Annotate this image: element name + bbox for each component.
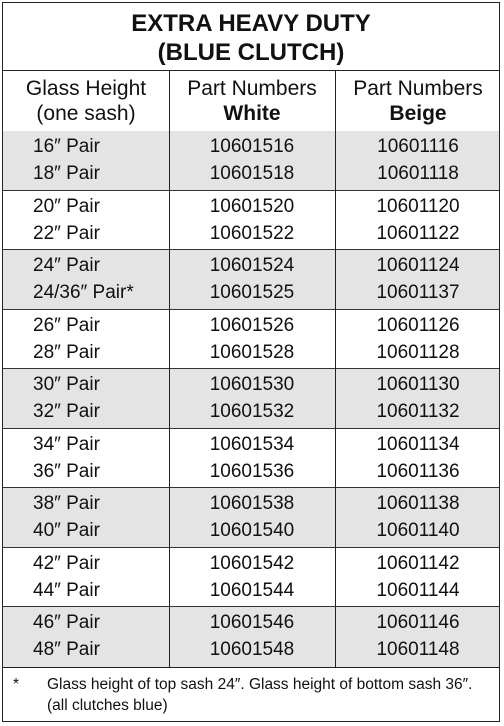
- table-row: [3, 371, 499, 398]
- header-glass-height: [3, 71, 169, 131]
- white-part-number-cell: 10601544: [209, 579, 295, 601]
- glass-height-cell: 44″ Pair: [33, 579, 100, 601]
- glass-height-cell: 36″ Pair: [33, 460, 100, 482]
- table-row: [3, 252, 499, 279]
- footnote-text: Glass height of top sash 24″. Glass height of bottom sash 36″. (all clutches blue): [47, 676, 473, 714]
- header-white: [169, 71, 335, 131]
- white-part-number-cell: 10601538: [209, 493, 295, 514]
- header-white-line1: Part Numbers: [187, 77, 317, 100]
- row-group: [3, 250, 499, 310]
- footnote-marker: *: [13, 676, 20, 693]
- glass-height-cell: 24/36″ Pair*: [33, 282, 134, 303]
- header-beige-line2: Beige: [389, 102, 447, 125]
- beige-part-number-cell: 10601146: [376, 612, 460, 633]
- header-beige: [335, 71, 501, 131]
- beige-part-number-cell: 10601142: [376, 552, 460, 574]
- parts-table: [2, 2, 500, 722]
- table-row: [3, 279, 499, 306]
- beige-part-number-cell: 10601126: [376, 314, 460, 336]
- glass-height-cell: 20″ Pair: [33, 195, 100, 217]
- table-row: [3, 609, 499, 636]
- white-part-number-cell: 10601516: [209, 136, 295, 157]
- beige-part-number-cell: 10601132: [376, 401, 460, 422]
- row-group: [3, 607, 499, 667]
- glass-height-cell: 16″ Pair: [33, 136, 100, 157]
- beige-part-number-cell: 10601116: [377, 136, 459, 157]
- table-row: [3, 193, 499, 220]
- glass-height-cell: 22″ Pair: [33, 222, 100, 244]
- row-group: [3, 488, 499, 548]
- glass-height-cell: 30″ Pair: [33, 374, 100, 395]
- header-white-line2: White: [223, 102, 281, 125]
- beige-part-number-cell: 10601137: [376, 282, 460, 303]
- glass-height-cell: 28″ Pair: [33, 341, 100, 363]
- header-beige-line1: Part Numbers: [353, 77, 483, 100]
- header-glass-height-line2: (one sash): [36, 102, 136, 125]
- beige-part-number-cell: 10601140: [376, 520, 460, 541]
- white-part-number-cell: 10601534: [209, 433, 295, 455]
- glass-height-cell: 32″ Pair: [33, 401, 100, 422]
- row-group: [3, 369, 499, 429]
- white-part-number-cell: 10601526: [209, 314, 295, 336]
- beige-part-number-cell: 10601136: [376, 460, 460, 482]
- table-row: [3, 133, 499, 160]
- table-row: [3, 220, 499, 247]
- title-line-2: (BLUE CLUTCH): [157, 39, 345, 66]
- white-part-number-cell: 10601518: [209, 163, 295, 184]
- table-row: [3, 636, 499, 663]
- white-part-number-cell: 10601528: [209, 341, 295, 363]
- column-divider-1: [169, 71, 170, 667]
- title-line-1: EXTRA HEAVY DUTY: [131, 10, 371, 37]
- white-part-number-cell: 10601540: [209, 520, 295, 541]
- glass-height-cell: 42″ Pair: [33, 552, 100, 574]
- beige-part-number-cell: 10601122: [376, 222, 460, 244]
- white-part-number-cell: 10601546: [209, 612, 295, 633]
- white-part-number-cell: 10601520: [209, 195, 295, 217]
- beige-part-number-cell: 10601120: [376, 195, 460, 217]
- table-row: [3, 160, 499, 187]
- glass-height-cell: 46″ Pair: [33, 612, 100, 633]
- beige-part-number-cell: 10601118: [377, 163, 459, 184]
- beige-part-number-cell: 10601124: [376, 255, 460, 276]
- glass-height-cell: 26″ Pair: [33, 314, 100, 336]
- table-row: [3, 458, 499, 485]
- glass-height-cell: 18″ Pair: [33, 163, 100, 184]
- table-row: [3, 431, 499, 458]
- white-part-number-cell: 10601522: [209, 222, 295, 244]
- beige-part-number-cell: 10601130: [376, 374, 460, 395]
- white-part-number-cell: 10601548: [209, 639, 295, 660]
- table-row: [3, 517, 499, 544]
- glass-height-cell: 24″ Pair: [33, 255, 100, 276]
- white-part-number-cell: 10601530: [209, 374, 295, 395]
- glass-height-cell: 38″ Pair: [33, 493, 100, 514]
- beige-part-number-cell: 10601138: [376, 493, 460, 514]
- white-part-number-cell: 10601536: [209, 460, 295, 482]
- white-part-number-cell: 10601525: [209, 282, 295, 303]
- table-row: [3, 398, 499, 425]
- beige-part-number-cell: 10601128: [376, 341, 460, 363]
- header-glass-height-line1: Glass Height: [25, 77, 147, 100]
- beige-part-number-cell: 10601148: [376, 639, 460, 660]
- column-divider-2: [335, 71, 336, 667]
- row-group: [3, 548, 499, 608]
- row-group: [3, 131, 499, 191]
- beige-part-number-cell: 10601144: [376, 579, 460, 601]
- table-title: [3, 3, 499, 71]
- row-group: [3, 310, 499, 370]
- table-row: [3, 577, 499, 604]
- table-row: [3, 312, 499, 339]
- footnote: [3, 667, 499, 723]
- table-row: [3, 339, 499, 366]
- row-group: [3, 191, 499, 251]
- glass-height-cell: 34″ Pair: [33, 433, 100, 455]
- glass-height-cell: 40″ Pair: [33, 520, 100, 541]
- table-row: [3, 550, 499, 577]
- white-part-number-cell: 10601542: [209, 552, 295, 574]
- beige-part-number-cell: 10601134: [376, 433, 460, 455]
- white-part-number-cell: 10601524: [209, 255, 295, 276]
- glass-height-cell: 48″ Pair: [33, 639, 100, 660]
- row-group: [3, 429, 499, 489]
- table-row: [3, 490, 499, 517]
- white-part-number-cell: 10601532: [209, 401, 295, 422]
